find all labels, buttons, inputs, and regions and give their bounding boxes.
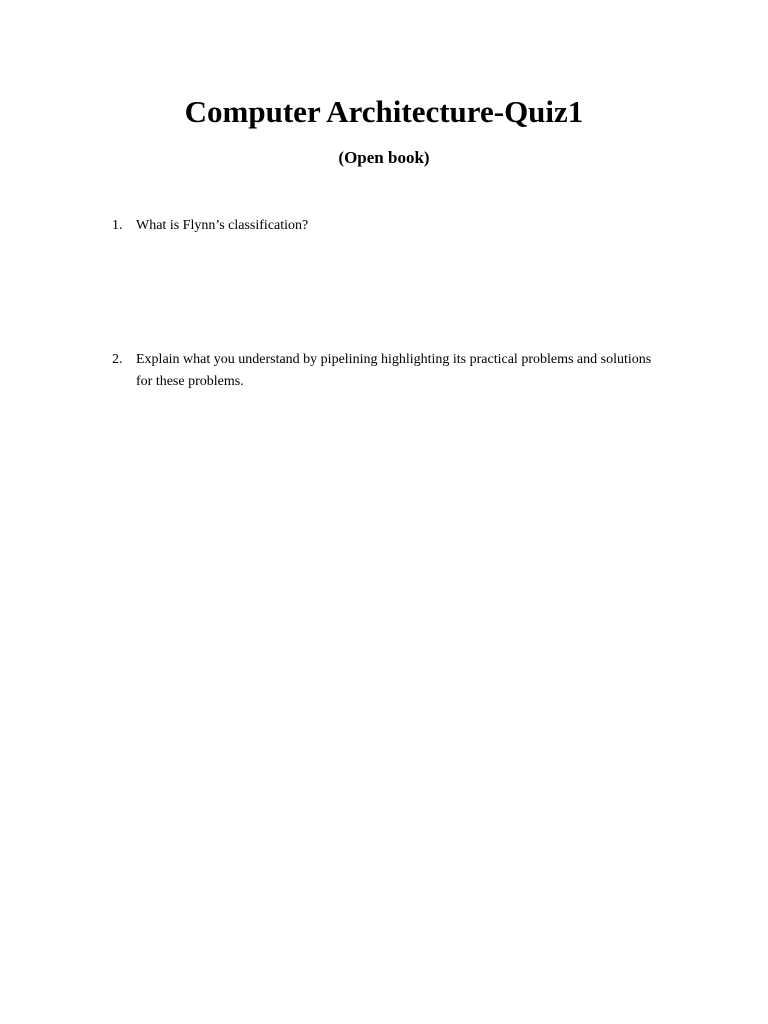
question-text: What is Flynn’s classification? (136, 218, 309, 233)
question-number: 2. (112, 352, 123, 367)
question-number: 1. (112, 218, 123, 233)
question-2 (112, 349, 652, 393)
quiz-subtitle: (Open book) (338, 148, 430, 167)
question-text: Explain what you understand by pipelining highlighting its practical problems and solutions for these problems. (136, 352, 652, 389)
question-1 (112, 215, 652, 237)
quiz-title: Computer Architecture-Quiz1 (184, 94, 584, 129)
